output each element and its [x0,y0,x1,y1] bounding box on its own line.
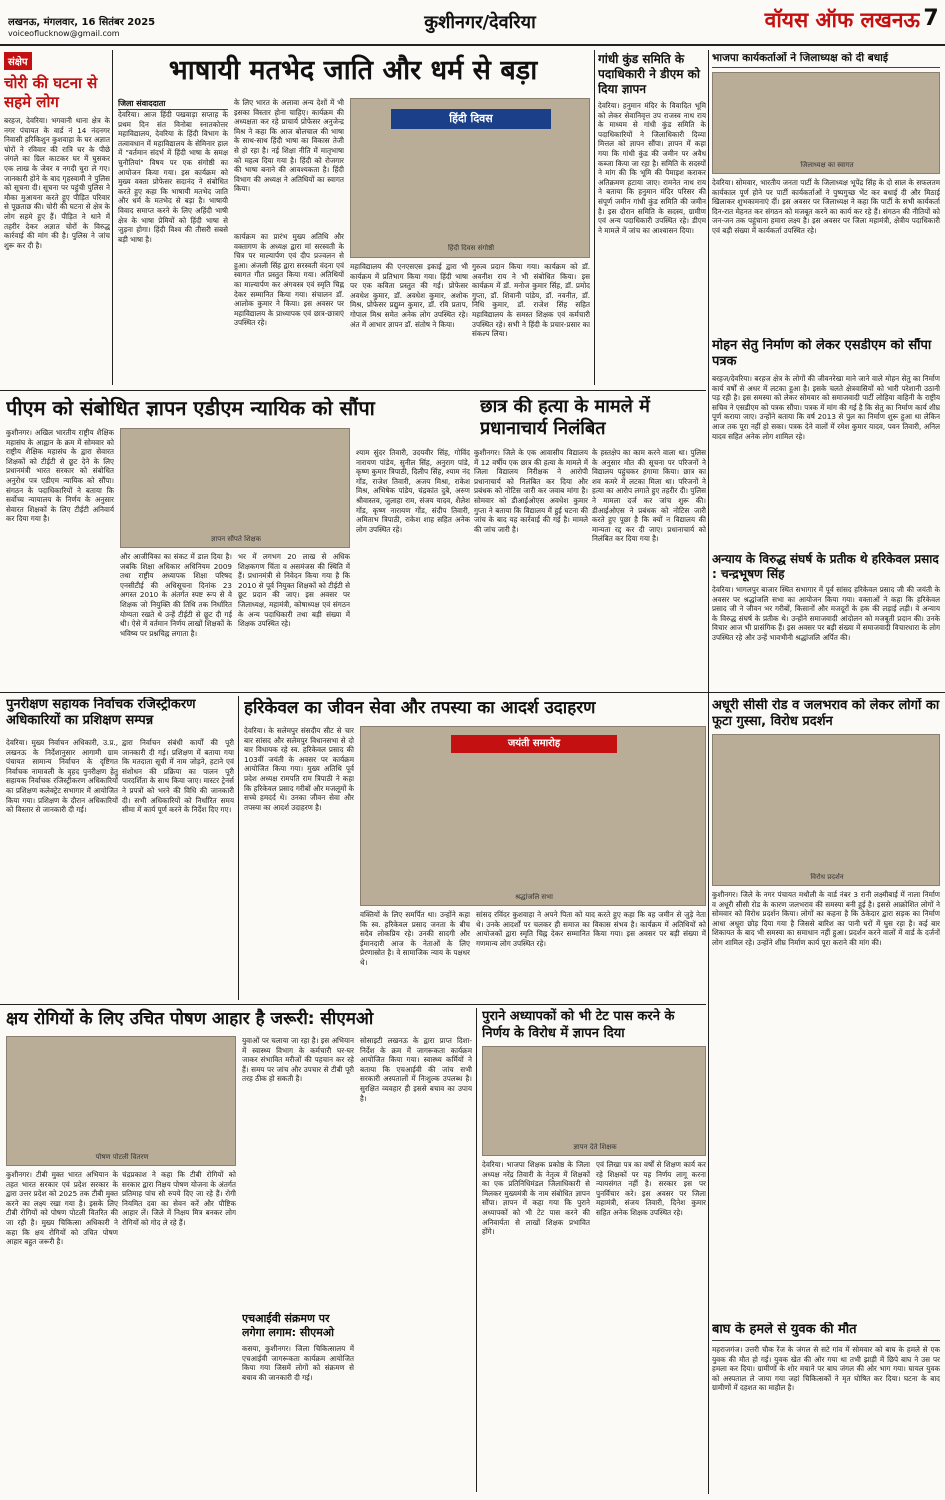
gandhi-headline: गांधी कुंड समिति के पदाधिकारी ने डीएम को दिया ज्ञापन [598,52,700,96]
bjp-photo-label: जिलाध्यक्ष का स्वागत [800,161,854,169]
lead-photo [350,98,590,258]
col-divider [238,696,239,1000]
lead-photo-banner: हिंदी दिवस [391,109,551,129]
punar-col-1: देवरिया। मुख्य निर्वाचन अधिकारी, उ.प्र., लखनऊ के निर्देशानुसार आगामी ग्राम पंचायत सामान्य निर्वाचन के दृष्टिगत निर्वाचक नामावली के वृहद पुनरीक्षण हेतु सहायक निर्वाचक रजिस्ट्रीकरण अधिकारियों का प्रशिक्षण कलेक्ट्रेट सभागार में आयोजित किया गया। प्रशिक्षण के दौरान अधिकारियों को विस्तार से जानकारी दी गई। [6,738,118,815]
col-divider [708,50,709,1494]
bjp-story [712,52,940,332]
pm-photo-label: ज्ञापन सौंपते शिक्षक [210,535,262,543]
hari-photo [360,726,706,906]
mohan-headline: मोहन सेतु निर्माण को लेकर एसडीएम को सौंपा पत्रक [712,338,932,369]
road-headline: अधूरी सीसी रोड व जलभराव को लेकर लोगों का फूटा गुस्सा, विरोध प्रदर्शन [712,698,940,729]
teachers-col-1: देवरिया। भाजपा शिक्षक प्रकोष्ठ के जिला अध्यक्ष नरेंद्र तिवारी के नेतृत्व में शिक्षकों का एक प्रतिनिधिमंडल जिलाधिकारी से मिलकर मुख्यमंत्री के नाम संबोधित ज्ञापन सौंपा। ज्ञापन में कहा गया कि पुराने अध्यापकों को भी टेट पास करने की अनिवार्यता से लाखों शिक्षक प्रभावित होंगे। [482,1160,590,1237]
tb-photo [6,1036,236,1166]
tb-col-4: सोसाइटी लखनऊ के द्वारा प्राप्त दिशा-निर्देश के क्रम में जागरूकता कार्यक्रम आयोजित किया गया। स्वास्थ्य कर्मियों ने बताया कि एचआईवी की जांच सभी सरकारी अस्पतालों में निःशुल्क उपलब्ध है। सुरक्षित व्यवहार ही इससे बचाव का उपाय है। [360,1036,472,1103]
hiv-headline: एचआईवी संक्रमण पर लगेगा लगाम: सीएमओ [242,1312,335,1339]
gandhi-body: देवरिया। हनुमान मंदिर के विवादित भूमि को लेकर सेवानिवृत्त उप राजस्व नाथ राय के माध्यम से गांधी कुंड समिति के पदाधिकारियों ने जिलाधिकारी दिव्या मित्तल को ज्ञापन सौंपा। ज्ञापन में कहा गया कि गांधी कुंड की जमीन पर अवैध कब्जा किया जा रहा है। समिति के सदस्यों ने मांग की कि भूमि की पैमाइश कराकर अतिक्रमण हटाया जाए। रामनेत नाथ राय ने बताया कि हनुमान मंदिर परिसर की संपूर्ण जमीन गांधी कुंड समिति की जमीन है। इस दौरान समिति के सदस्य, ग्रामीण एवं अन्य पदाधिकारी उपस्थित रहे। डीएम ने मामले में जांच का आश्वासन दिया। [598,101,706,235]
briefs-label: संक्षेप [4,52,32,70]
student-col-1: श्याम सुंदर तिवारी, उदयवीर सिंह, गोविंद नारायण पांडेय, सुनील सिंह, अनुराग पांडे, कृष्ण कुमार त्रिपाठी, दिलीप सिंह, श्याम नंद गोंड, राजेश तिवारी, अजय मिश्रा, राकेश मिश्र, अभिषेक पांडेय, चंद्रकांत दुबे, अरुण श्रीवास्तव, जुलाहा राम, संजय यादव, शैलेश गोंड, कृष्ण नारायण गोंड, संदीप तिवारी, अमिताभ त्रिपाठी, राकेश शाह सहित अनेक लोग उपस्थित रहे। [356,448,470,534]
lead-col-4: महाविद्यालय की एनएसएस इकाई द्वारा भी कार्यक्रम में प्रतिभाग किया गया। हिंदी भाषा पर एक कविता प्रस्तुत की गई। प्रोफेसर अवधेश कुमार, डॉ. अवधेश कुमार, अशोक मिश्र, प्रोफेसर प्रद्युम्न कुमार, डॉ. रवि प्रताप, गोपाल मिश्र समेत अनेक लोग उपस्थित रहे। अंत में आभार ज्ञापन डॉ. संतोष ने किया। [350,262,468,329]
col-divider [594,50,595,385]
bjp-body: देवरिया। सोमवार, भारतीय जनता पार्टी के जिलाध्यक्ष भूपेंद्र सिंह के दो साल के सफलतम कार्यकाल पूर्ण होने पर पार्टी कार्यकर्ताओं ने पुष्पगुच्छ भेंट कर बधाई दी और मिठाई खिलाकर शुभकामनाएं दीं। इस अवसर पर जिलाध्यक्ष ने कहा कि पार्टी के सभी कार्यकर्ता दिन-रात मेहनत कर संगठन को मजबूत करने का कार्य कर रहे हैं। संगठन की नीतियों को जन-जन तक पहुंचाना हमारा लक्ष्य है। इस अवसर पर जिला महामंत्री, क्षेत्रीय पदाधिकारी एवं बड़ी संख्या में कार्यकर्ता उपस्थित रहे। [712,178,940,235]
mohan-story [712,338,940,548]
tiger-body: महराजगंज। उत्तरी चौक रेंज के जंगल से सटे गांव में सोमवार को बाघ के हमले से एक युवक की मौत हो गई। युवक खेत की ओर गया था तभी झाड़ी में छिपे बाघ ने उस पर हमला कर दिया। ग्रामीणों के शोर मचाने पर बाघ जंगल की ओर भाग गया। घायल युवक को अस्पताल ले जाया गया जहां चिकित्सकों ने मृत घोषित कर दिया। घटना के बाद ग्रामीणों में दहशत का माहौल है। [712,1345,940,1393]
lead-byline: जिला संवाददाता [118,98,228,110]
hari-col-1: देवरिया। के सलेमपुर संसदीय सीट से चार बार सांसद और सलेमपुर विधानसभा से दो बार विधायक रहे स्व. हरिकेवल प्रसाद की 103वीं जयंती के अवसर पर कार्यक्रम आयोजित किया गया। मुख्य अतिथि पूर्व प्रदेश अध्यक्ष रामपति राम त्रिपाठी ने कहा कि हरिकेवल प्रसाद गरीबों और मजलूमों के सच्चे हमदर्द थे। उनका जीवन सेवा और तपस्या का आदर्श उदाहरण है। [244,726,354,812]
masthead [0,0,945,48]
newspaper-logo: वॉयस ऑफ लखनऊ [764,7,920,32]
mohan-body: बरहज/देवरिया। बरहज क्षेत्र के लोगों की जीवनरेखा माने जाने वाले मोहन सेतु का निर्माण कार्य वर्षों से अधर में लटका हुआ है। इसके चलते क्षेत्रवासियों को भारी परेशानी उठानी पड़ रही है। इस समस्या को लेकर सोमवार को समाजवादी पार्टी लोहिया वाहिनी के राष्ट्रीय सचिव ने एसडीएम को पत्रक सौंपा। पत्रक में मांग की गई है कि सेतु का निर्माण कार्य शीघ्र पूर्ण कराया जाए। उन्होंने बताया कि वर्ष 2013 से पुल का निर्माण शुरू हुआ था लेकिन आज तक पूरा नहीं हो सका। पत्रक देने वालों में रमेश कुमार यादव, पवन तिवारी, अनिल यादव सहित अनेक लोग शामिल रहे। [712,374,940,441]
teachers-col-2: एवं लिखा पत्र का वर्षों से शिक्षण कार्य कर रहे शिक्षकों पर यह निर्णय लागू करना न्यायसंगत नहीं है। सरकार इस पर पुनर्विचार करे। इस अवसर पर जिला महामंत्री, संजय तिवारी, दिनेश कुमार सहित अनेक शिक्षक उपस्थित रहे। [596,1160,706,1217]
pm-headline: पीएम को संबोधित ज्ञापन एडीएम न्यायिक को सौंपा [6,396,375,420]
pm-col-2: और आजीविका का संकट में डाल दिया है। जबकि शिक्षा अधिकार अधिनियम 2009 तथा राष्ट्रीय अध्यापक शिक्षा परिषद एनसीटीई की अधिसूचना दिनांक 23 अगस्त 2010 के अंतर्गत स्पष्ट रूप से वे शिक्षक जो नियुक्ति की तिथि तक निर्धारित योग्यता रखते थे उन्हें टीईटी से छूट दी गई थी। ऐसे में वर्तमान निर्णय लाखों शिक्षकों के भविष्य पर प्रश्नचिह्न लगाता है। [120,552,232,638]
harikewal-side-story [712,552,940,687]
contact-email: voiceoflucknow@gmail.com [8,29,120,38]
hiv-body: कसया, कुशीनगर। जिला चिकित्सालय में एचआईवी जागरूकता कार्यक्रम आयोजित किया गया जिसमें लोगों को संक्रमण से बचाव की जानकारी दी गई। [242,1344,354,1382]
tb-photo-label: पोषण पोटली वितरण [95,1153,149,1161]
tb-col-2: चंद्रप्रकाश ने कहा कि टीबी रोगियों को सरकार द्वारा निक्षय पोषण योजना के अंतर्गत प्रतिमाह पांच सौ रुपये दिए जा रहे हैं। रोगी नियमित दवा का सेवन करें और पौष्टिक आहार लें। जिले में निक्षय मित्र बनकर लोग रोगियों को गोद ले रहे हैं। [122,1170,236,1227]
briefs-body: बरहज, देवरिया। भगवानी थाना क्षेत्र के नगर पंचायत के वार्ड नं 14 नंदनगर निवासी हरिकिशुन कुशवाहा के घर अज्ञात चोरों ने रविवार की रात्रि घर के पीछे जंगले का ग्रिल काटकर घर में घुसकर एक लाख के जेवर व नगदी चुरा ले गए। जानकारी होने के बाद गृहस्वामी ने पुलिस को सूचना दी। सूचना पर पहुंची पुलिस ने मौका मुआयना करते हुए पीड़ित परिवार से पूछताछ की। चोरी की घटना से क्षेत्र के लोग सहमे हुए हैं। पीड़ित ने थाने में तहरीर देकर अज्ञात चोरों के विरुद्ध कार्रवाई की मांग की है। पुलिस ने जांच शुरू कर दी है। [4,116,110,250]
road-body: कुशीनगर। जिले के नगर पंचायत मथौली के वार्ड नंबर 3 रानी लक्ष्मीबाई में नाला निर्माण व अधूरी सीसी रोड के कारण जलभराव की समस्या बनी हुई है। इससे आक्रोशित लोगों ने सोमवार को विरोध प्रदर्शन किया। लोगों का कहना है कि ठेकेदार द्वारा सड़क का निर्माण आधा अधूरा छोड़ दिया गया है जिससे बारिश का पानी घरों में घुस रहा है। कई बार शिकायत के बाद भी समस्या का समाधान नहीं हुआ। प्रदर्शन करने वालों में वार्ड के दर्जनों लोग शामिल रहे। उन्होंने शीघ्र निर्माण कार्य पूरा कराने की मांग की। [712,890,940,947]
masthead-rule [0,44,945,46]
briefs-headline: चोरी की घटना से सहमे लोग [4,74,98,111]
section-title: कुशीनगर/देवरिया [424,12,536,33]
page-number: 7 [923,6,939,31]
issue-date: लखनऊ, मंगलवार, 16 सितंबर 2025 [8,17,156,28]
road-story [712,698,940,1128]
row-rule [0,692,945,693]
hari-banner: जयंती समारोह [451,735,617,753]
hari-col-2: वक्तियों के लिए समर्पित था। उन्होंने कहा कि स्व. हरिकेवल प्रसाद जनता के बीच सदैव लोकप्रिय रहे। उनकी सादगी और ईमानदारी आज के नेताओं के लिए प्रेरणास्रोत है। वे सामाजिक न्याय के पक्षधर थे। [360,910,470,967]
tiger-headline: बाघ के हमले से युवक की मौत [712,1322,940,1341]
lead-col-1: देवरिया। आज हिंदी पखवाड़ा सप्ताह के प्रथम दिन संत विनोबा स्नातकोत्तर महाविद्यालय, देवरिया के हिंदी विभाग के तत्वावधान में महाविद्यालय के सेमिनार हाल में "वर्तमान संदर्भ में हिंदी भाषा के समक्ष चुनौतियां" विषय पर एक संगोष्ठी का आयोजन किया गया। इस कार्यक्रम को मुख्य वक्ता प्रोफेसर सदानंद ने संबोधित करते हुए कहा कि भाषायी मतभेद जाति और धर्म के मतभेद से बड़ा है। भाषायी विवाद समाप्त करने के लिए अहिंदी भाषी क्षेत्र के भाषा प्रेमियों को हिंदी भाषा से जुड़ना होगा। हिंदी विश्व की तीसरी सबसे बड़ी भाषा है। [118,110,228,244]
hari-col-3: सांसद रविंदर कुशवाहा ने अपने पिता को याद करते हुए कहा कि वह जमीन से जुड़े नेता थे। उनके आदर्शों पर चलकर ही समाज का विकास संभव है। कार्यक्रम में अतिथियों को आयोजकों द्वारा स्मृति चिह्न देकर सम्मानित किया गया। इस अवसर पर बड़ी संख्या में गणमान्य लोग उपस्थित रहे। [476,910,706,948]
tb-col-3: युवाओं पर चलाया जा रहा है। इस अभियान में स्वास्थ्य विभाग के कर्मचारी घर-घर जाकर संभावित मरीजों की पहचान कर रहे हैं। समय पर जांच और उपचार से टीबी पूरी तरह ठीक हो सकती है। [242,1036,354,1084]
teachers-photo-label: ज्ञापन देते शिक्षक [573,1143,617,1151]
road-photo [712,734,940,886]
student-headline: छात्र की हत्या के मामले में प्रधानाचार्य निलंबित [480,396,650,439]
student-col-3: के हस्तक्षेप का काम करने वाला था। पुलिस के अनुसार मौत की सूचना पर परिजनों ने विद्यालय पहुंचकर हंगामा किया। छात्र का शव कमरे में लटका मिला था। परिजनों ने हत्या का आरोप लगाते हुए तहरीर दी। पुलिस ने मामला दर्ज कर जांच शुरू की। डीआईओएस ने प्रबंधक को नोटिस जारी करते हुए पूछा है कि क्यों न विद्यालय की मान्यता रद्द कर दी जाए। प्रधानाचार्य को निलंबित कर दिया गया है। [592,448,706,544]
tb-col-1: कुशीनगर। टीबी मुक्त भारत अभियान के तहत भारत सरकार एवं प्रदेश सरकार के द्वारा उत्तर प्रदेश को 2025 तक टीबी मुक्त करने का लक्ष्य रखा गया है। इसके लिए टीबी रोगियों को पोषण पोटली वितरित की जा रही है। मुख्य चिकित्सा अधिकारी ने कहा कि क्षय रोगियों को उचित पोषण आहार बहुत जरूरी है। [6,1170,118,1247]
hari-headline: हरिकेवल का जीवन सेवा और तपस्या का आदर्श उदाहरण [244,698,596,718]
pm-col-3: भर में लगभग 20 लाख से अधिक शिक्षकगण चिंता व असमंजस की स्थिति में हैं। प्रधानमंत्री से निवेदन किया गया है कि 2010 से पूर्व नियुक्त शिक्षकों को टीईटी से छूट प्रदान की जाए। इस अवसर पर जिलाध्यक्ष, महामंत्री, कोषाध्यक्ष एवं संगठन के अन्य पदाधिकारी तथा बड़ी संख्या में शिक्षक उपस्थित रहे। [238,552,350,629]
harikewal-side-body: देवरिया। भागलपुर बाजार स्थित सभागार में पूर्व सांसद हरिकेवल प्रसाद जी की जयंती के अवसर पर श्रद्धांजलि सभा का आयोजन किया गया। वक्ताओं ने कहा कि हरिकेवल प्रसाद जी ने जीवन भर गरीबों, किसानों और मजदूरों के हक की लड़ाई लड़ी। वे अन्याय के विरुद्ध संघर्ष के प्रतीक थे। उन्होंने समाजवादी आंदोलन को मजबूती प्रदान की। उनके विचार आज भी प्रासंगिक हैं। इस अवसर पर बड़ी संख्या में समाजवादी विचारधारा के लोग उपस्थित रहे और उन्हें भावभीनी श्रद्धांजलि अर्पित की। [712,585,940,642]
col-divider [112,50,113,385]
pm-col-1: कुशीनगर। अखिल भारतीय राष्ट्रीय शैक्षिक महासंघ के आह्वान के क्रम में सोमवार को राष्ट्रीय शैक्षिक महासंघ के द्वारा सेवारत शिक्षकों को टीईटी से छूट देने के लिए प्रधानमंत्री भारत सरकार को संबोधित अनुरोध पत्र एडीएम न्यायिक को सौंपा। संगठन के पदाधिकारियों ने बताया कि सर्वोच्च न्यायालय के निर्णय के अनुसार सेवारत शिक्षकों के लिए टीईटी अनिवार्य कर दिया गया है। [6,428,114,524]
bjp-headline: भाजपा कार्यकर्ताओं ने जिलाध्यक्ष को दी बधाई [712,52,940,68]
gandhi-story [598,52,706,385]
harikewal-side-headline: अन्याय के विरुद्ध संघर्ष के प्रतीक थे हरिकेवल प्रसाद : चन्द्रभूषण सिंह [712,552,939,581]
teachers-headline: पुराने अध्यापकों को भी टेट पास करने के निर्णय के विरोध में ज्ञापन दिया [482,1009,675,1041]
row-rule [0,390,706,391]
tiger-story [712,1322,940,1494]
pm-photo [120,428,350,548]
punar-headline: पुनरीक्षण सहायक निर्वाचक रजिस्ट्रीकरण अधिकारियों का प्रशिक्षण सम्पन्न [6,697,196,728]
lead-photo-label: हिंदी दिवस संगोष्ठी [447,244,495,252]
punar-col-2: द्वारा निर्वाचन संबंधी कार्यों की पूरी जानकारी दी गई। प्रशिक्षण में बताया गया कि मतदाता सूची में नाम जोड़ने, हटाने एवं संशोधन की प्रक्रिया का पालन पूरी पारदर्शिता के साथ किया जाए। मास्टर ट्रेनर्स ने प्रपत्रों को भरने की विधि की जानकारी दी। सभी अधिकारियों को निर्धारित समय सीमा में कार्य पूर्ण करने के निर्देश दिए गए। [122,738,234,815]
lead-col-3: कार्यक्रम का प्रारंभ मुख्य अतिथि और वक्तागण के अध्यक्ष द्वारा मां सरस्वती के चित्र पर माल्यार्पण एवं दीप प्रज्वलन से हुआ। अंजली सिंह द्वारा सरस्वती वंदना एवं स्वागत गीत प्रस्तुत किया गया। अतिथियों का माल्यार्पण कर अंगवस्त्र एवं स्मृति चिह्न देकर सम्मानित किया गया। संचालन डॉ. आलोक कुमार ने किया। इस अवसर पर महाविद्यालय के प्राध्यापक एवं छात्र-छात्राएं उपस्थित रहे। [234,232,344,328]
student-col-2: कुशीनगर। जिले के एक आवासीय विद्यालय में 12 वर्षीय एक छात्र की हत्या के मामले में जिला विद्यालय निरीक्षक ने आरोपी प्रधानाचार्य को निलंबित कर दिया और प्रबंधक को नोटिस जारी कर जवाब मांगा है। सोमवार को डीआईओएस अवधेश कुमार गुप्ता ने बताया कि विद्यालय में हुई घटना की जांच के बाद यह कार्रवाई की गई है। मामले की जांच जारी है। [474,448,588,534]
lead-col-5: गुरुत्व प्रदान किया गया। कार्यक्रम को डॉ. अवनीश राय ने भी संबोधित किया। इस कार्यक्रम में डॉ. मनोज कुमार सिंह, डॉ. प्रमोद गुप्ता, डॉ. शिवानी पांडेय, डॉ. नवनीत, डॉ. निधि कुमार, डॉ. राजेश सिंह सहित महाविद्यालय के समस्त शिक्षक एवं कर्मचारी उपस्थित रहे। सभी ने हिंदी के प्रचार-प्रसार का संकल्प लिया। [472,262,590,339]
tb-headline: क्षय रोगियों के लिए उचित पोषण आहार है जरूरी: सीएमओ [6,1009,374,1029]
bjp-photo [712,72,940,174]
lead-col-2: के लिए भारत के अलावा अन्य देशों में भी इसका विस्तार होना चाहिए। कार्यक्रम की अध्यक्षता कर रहे प्राचार्य प्रोफेसर अनुजेन्द्र मिश्र ने कहा कि आज बोलचाल की भाषा के साथ-साथ हिंदी भाषा का विकास तेजी से हो रहा है। नई शिक्षा नीति में मातृभाषा को महत्व दिया गया है। हिंदी को रोजगार की भाषा बनाने की आवश्यकता है। हिंदी विभाग की अध्यक्ष ने अतिथियों का स्वागत किया। [234,98,344,194]
hari-photo-label: श्रद्धांजलि सभा [515,893,553,901]
row-rule [0,1004,706,1005]
road-photo-label: विरोध प्रदर्शन [810,873,844,881]
col-divider [476,1008,477,1492]
briefs-column [4,50,110,385]
teachers-photo [482,1046,706,1156]
lead-headline: भाषायी मतभेद जाति और धर्म से बड़ा [168,55,538,86]
